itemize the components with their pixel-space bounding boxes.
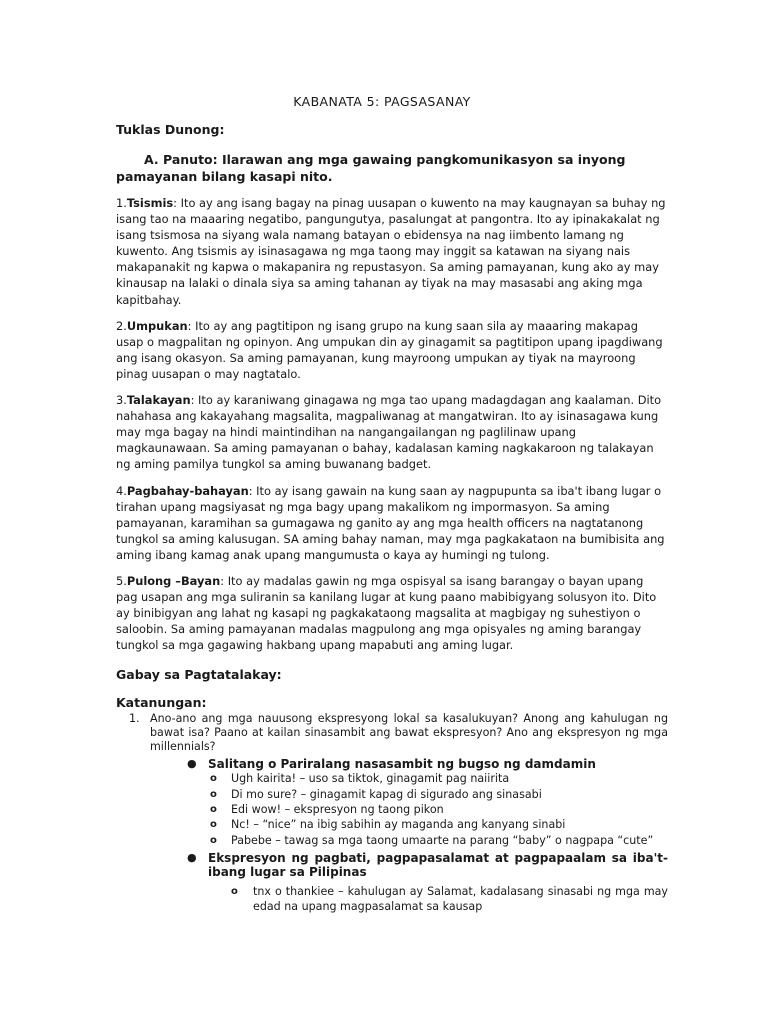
paragraph-body: : Ito ay isang gawain na kung saan ay nagpupunta sa iba't ibang lugar o tirahan upang magsiyasat ng mga bagy upang makalikom ng impormasyon. Sa aming pamayanan, karamihan sa gumagawa ng ganito ay ang mga health officers na nagtatanong tungkol sa aming kalusugan. SA aming bahay naman, may mga pagkakataon na bumibisita ang aming ibang kamag anak upang mangumusta o kaya ay humingi ng tulong. [116,483,665,562]
paragraph-number: 1. [116,196,127,210]
paragraph-pulong-bayan [116,573,668,653]
paragraph-term: Umpukan [126,318,188,333]
list-item-text: tnx o thankiee – kahulugan ay Salamat, kadalasang sinasabi ng mga may edad na upang magpasalamat sa kausap [253,884,668,914]
circle-bullet-icon: o [210,803,217,815]
subtopic-heading-damdamin [116,757,668,772]
list-item [116,884,668,915]
section-heading-gabay: Gabay sa Pagtatalakay: [116,667,282,683]
paragraph-number: 2. [116,318,127,333]
paragraph-tsismis [116,195,668,308]
paragraph-talakayan [116,392,668,472]
list-item-text: Di mo sure? – ginagamit kapag di sigurado ang sinasabi [231,787,542,801]
paragraph-umpukan [116,318,668,382]
question-number: 1. [129,712,140,726]
paragraph-body: : Ito ay ang pagtitipon ng isang grupo na kung saan sila ay maaaring makapag usap o magpalitan ng opinyon. Ang umpukan din ay ginagamit sa pagtitipon upang ipagdiwang ang isang okasyon. Sa aming pamayanan, kung mayroong umpukan ay tiyak na mayroong pinag uusapan o may nagtatalo. [116,318,663,381]
section-heading-katanungan [116,695,668,710]
question-text: Ano-ano ang mga nauusong ekspresyong lokal sa kasalukuyan? Anong ang kahulugan ng bawat isa? Paano at kailan sinasambit ang bawat ekspresyon? Ano ang ekspresyon ng mga millennials? [150,712,668,754]
subtopic-title: Salitang o Pariralang nasasambit ng bugso ng damdamin [208,756,596,771]
instruction-text: A. Panuto: Ilarawan ang mga gawaing pangkomunikasyon sa inyong pamayanan bilang kasapi nito. [116,152,626,184]
paragraph-number: 5. [116,573,127,588]
list-item-text: Pabebe – tawag sa mga taong umaarte na parang “baby” o nagpapa “cute” [231,833,654,847]
bullet-icon: ● [187,756,197,770]
question-item [116,712,668,753]
page-title: KABANATA 5: PAGSASANAY [293,94,471,109]
paragraph-body: : Ito ay ang isang bagay na pinag uusapan o kuwento na may kaugnayan sa buhay ng isang tao na maaaring negatibo, pangungutya, pasalungat at pangontra. Ito ay ipinakakalat ng isang tsismosa na siyang wala namang batayan o ebidensya na nag iimbento lamang ng kuwento. Ang tsismis ay isinasagawa ng mga taong may inggit sa katawan na siyang nais makapanakit ng kapwa o makapanira ng repustasyon. Sa aming pamayanan, kung ako ay may kinausap na lalaki o dinala siya sa aming tahanan ay tiyak na may masasabi ang aking mga kapitbahay. [116,196,666,307]
paragraph-number: 3. [116,393,127,408]
circle-bullet-icon: o [210,819,217,831]
list-item [116,787,668,802]
katanungan-label: Katanungan: [116,695,207,711]
list-item [116,817,668,832]
bullet-icon: ● [187,850,197,864]
subtopic-title: Ekspresyon ng pagbati, pagpapasalamat at pagpapaalam sa iba't-ibang lugar sa Pilipinas [208,850,668,880]
list-item-text: Ugh kairita! – uso sa tiktok, ginagamit pag naiirita [231,772,510,786]
circle-bullet-icon: o [210,788,217,800]
list-item-text: Edi wow! – ekspresyon ng taong pikon [231,802,444,816]
subtopic-heading-pagbati [116,851,668,880]
paragraph-number: 4. [116,483,127,498]
paragraph-term: Tsismis [126,196,174,210]
paragraph-term: Pagbahay-bahayan [126,483,249,498]
list-item [116,802,668,817]
list-item [116,833,668,848]
circle-bullet-icon: o [210,834,217,846]
list-item [116,771,668,786]
instruction-heading [116,151,668,185]
paragraph-term: Talakayan [126,393,191,408]
list-item-text: Nc! – “nice” na ibig sabihin ay maganda ang kanyang sinabi [231,818,566,832]
paragraph-term: Pulong –Bayan [126,573,221,588]
circle-bullet-icon: o [210,773,217,785]
paragraph-body: : Ito ay karaniwang ginagawa ng mga tao upang madagdagan ang kaalaman. Dito nahahasa ang kakayahang magsalita, magpaliwanag at mangatwiran. Ito ay isinasagawa kung may mga bagay na hindi maintindihan na nangangailangan ng paglilinaw upang magkaunawaan. Sa aming pamayanan o bahay, kadalasan kaming nagkakaroon ng talakayan ng aming pamilya tungkol sa aming buwanang badget. [116,393,662,472]
paragraph-pagbahay-bahayan [116,483,668,563]
circle-bullet-icon: o [231,885,238,897]
section-heading-tuklas: Tuklas Dunong: [116,122,225,137]
paragraph-body: : Ito ay madalas gawin ng mga ospisyal sa isang barangay o bayan upang pag usapan ang mga suliranin sa kanilang lugar at kung paano mabibigyang solusyon ito. Dito ay binibigyan ang lahat ng kasapi ng pagkakataong magsalita at magbigay ng suhestiyon o saloobin. Sa aming pamayanan madalas magpulong ang mga opisyales ng aming barangay tungkol sa mga gagawing hakbang upang mapabuti ang aming lugar. [116,573,657,653]
